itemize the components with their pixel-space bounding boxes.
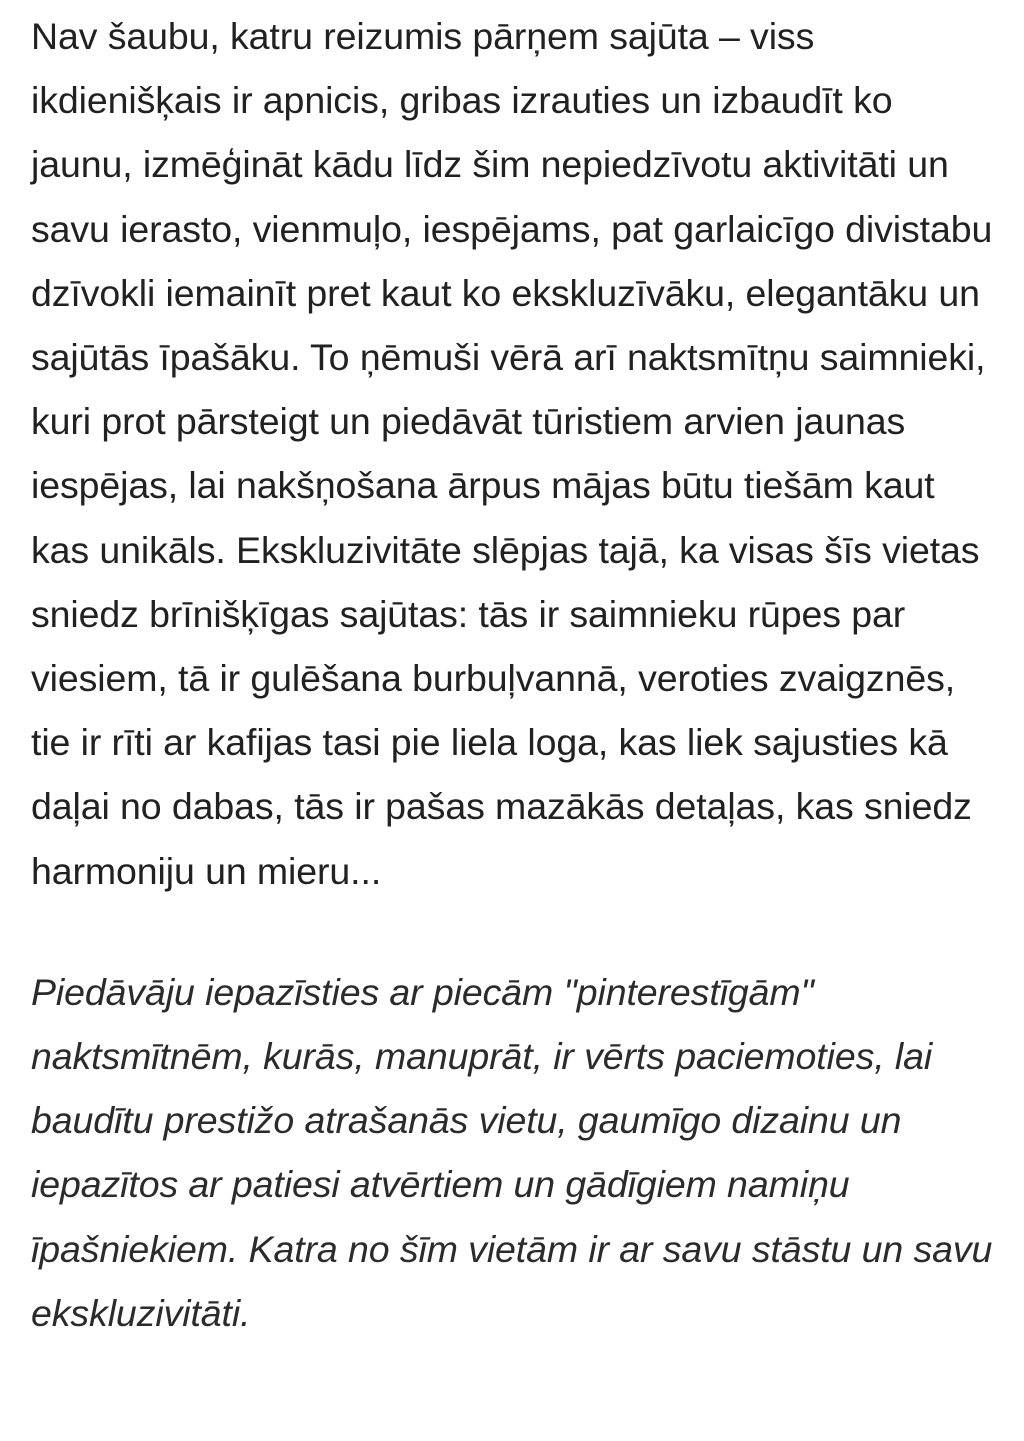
article-paragraph-italic-lead: Piedāvāju iepazīsties ar piecām "pinterestīgām" naktsmītnēm, kurās, manuprāt, ir vērts paciemoties, lai baudītu prestižo atrašanās vietu, gaumīgo dizainu un iepazītos ar patiesi atvērtiem un gādīgiem namiņu īpašniekiem. Katra no šīm vietām ir ar savu stāstu un savu ekskluzivitāti. xyxy=(31,970,993,1334)
article-paragraph-intro: Nav šaubu, katru reizumis pārņem sajūta – viss ikdienišķais ir apnicis, gribas izrauties un izbaudīt ko jaunu, izmēģināt kādu līdz šim nepiedzīvotu aktivitāti un savu ierasto, vienmuļo, iespējams, pat garlaicīgo divistabu dzīvokli iemainīt pret kaut ko ekskluzīvāku, elegantāku un sajūtās īpašāku. To ņēmuši vērā arī naktsmītņu saimnieki, kuri prot pārsteigt un piedāvāt tūristiem arvien jaunas iespējas, lai nakšņošana ārpus mājas būtu tiešām kaut kas unikāls. Ekskluzivitāte slēpjas tajā, ka visas šīs vietas sniedz brīnišķīgas sajūtas: tās ir saimnieku rūpes par viesiem, tā ir gulēšana burbuļvannā, veroties zvaigznēs, tie ir rīti ar kafijas tasi pie liela loga, kas liek sajusties kā daļai no dabas, tās ir pašas mazākās detaļas, kas sniedz harmoniju un mieru... xyxy=(31,15,993,892)
article-body xyxy=(31,4,1001,1345)
